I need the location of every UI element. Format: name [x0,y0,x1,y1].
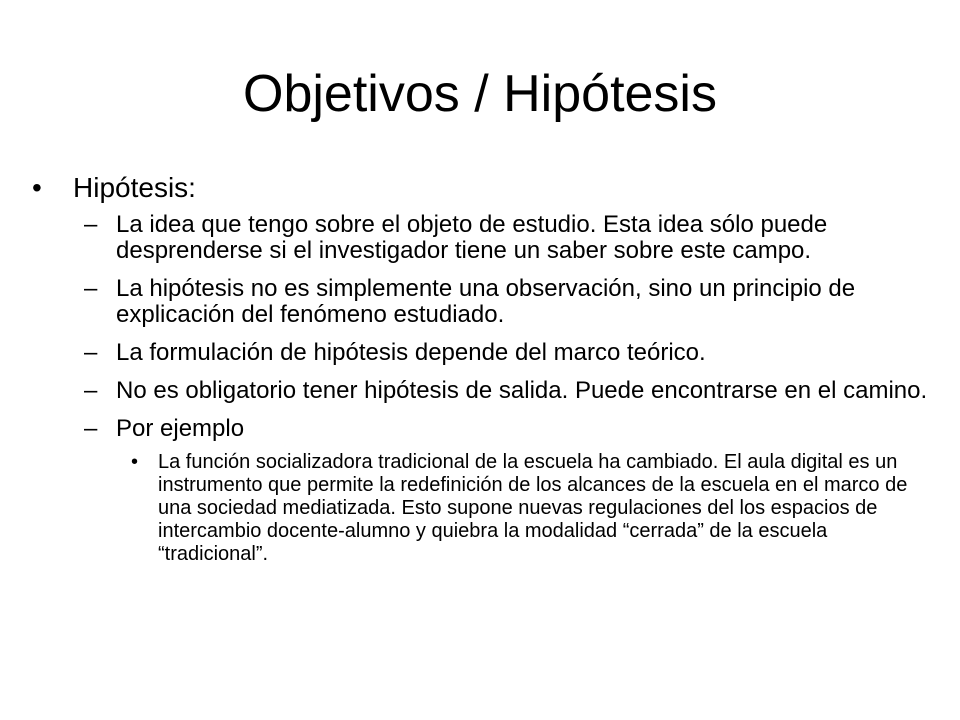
sub-bullet-principio [32,276,932,328]
slide-body [32,170,932,566]
example-list [32,451,932,566]
sub-bullet-marco-teorico [32,340,932,366]
bullet-icon: • [131,451,139,473]
dash-icon: – [84,415,98,442]
sub-bullet-idea [32,212,932,264]
sub-bullet-text: La formulación de hipótesis depende del marco teórico. [116,339,706,366]
sub-bullet-text: La idea que tengo sobre el objeto de estudio. Esta idea sólo puede desprenderse si el investigador tiene un saber sobre este campo. [116,211,828,264]
sub-bullet-ejemplo [32,416,932,442]
dash-icon: – [84,339,98,366]
example-text: La función socializadora tradicional de la escuela ha cambiado. El aula digital es un instrumento que permite la redefinición de los alcances de la escuela en el marco de una sociedad mediatizada. Esto supone nuevas regulaciones del los espacios de intercambio docente-alumno y quiebra la modalidad “cerrada” de la escuela “tradicional”. [158,451,908,565]
example-bullet [32,451,932,566]
dash-icon: – [84,211,98,238]
bullet-text: Hipótesis: [73,172,196,203]
bullet-icon: • [32,172,42,203]
sub-bullet-text: Por ejemplo [116,415,245,442]
bullet-hipotesis [32,170,932,206]
sub-bullet-text: No es obligatorio tener hipótesis de salida. Puede encontrarse en el camino. [116,377,928,404]
sub-bullet-obligatorio [32,378,932,404]
dash-icon: – [84,275,98,302]
slide-title: Objetivos / Hipótesis [243,65,717,123]
sub-bullet-text: La hipótesis no es simplemente una observación, sino un principio de explicación del fenómeno estudiado. [116,275,856,328]
dash-icon: – [84,377,98,404]
